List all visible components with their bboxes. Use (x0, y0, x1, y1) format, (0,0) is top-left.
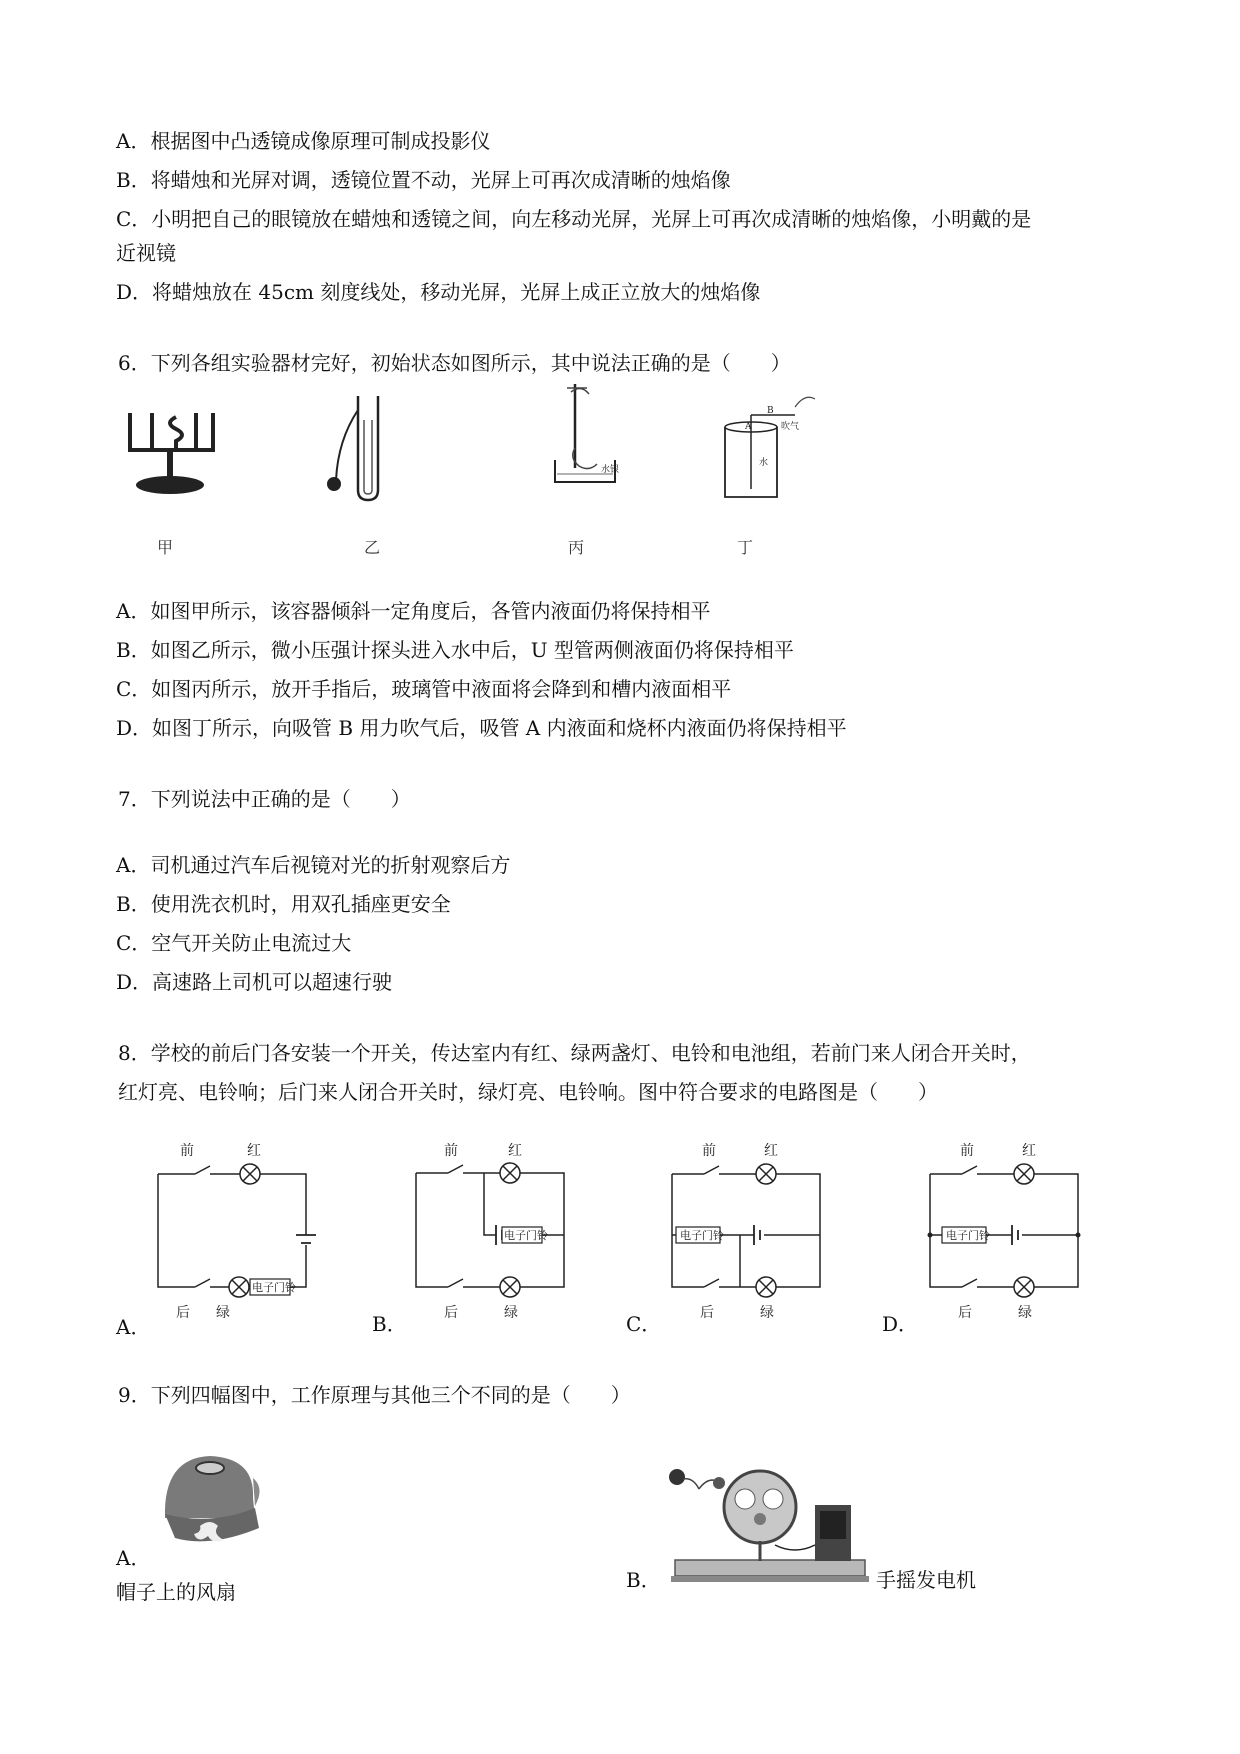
q8-choice-b: B． (372, 1312, 407, 1336)
q8-stem-line2: 红灯亮、电铃响；后门来人闭合开关时，绿灯亮、电铃响。图中符合要求的电路图是（ ） (118, 1080, 938, 1104)
circuit-c-green-label: 绿 (760, 1305, 774, 1321)
q6-option-a: A．如图甲所示，该容器倾斜一定角度后，各管内液面仍将保持相平 (116, 599, 711, 623)
q5-option-c-cont: 近视镜 (116, 241, 176, 265)
circuit-b-green-label: 绿 (504, 1305, 518, 1321)
q9-option-b-caption: 手摇发电机 (876, 1568, 976, 1592)
circuit-c-back-label: 后 (700, 1305, 714, 1321)
q6-option-d: D．如图丁所示，向吸管 B 用力吹气后，吸管 A 内液面和烧杯内液面仍将保持相平 (116, 716, 847, 740)
q7-option-d: D．高速路上司机可以超速行驶 (116, 970, 393, 994)
q6-ding-a-label: A (745, 422, 752, 432)
circuit-d-bell-label: 电子门铃 (946, 1229, 990, 1242)
q8-circuit-c (664, 1135, 834, 1325)
q6-figure-jia (118, 395, 228, 505)
q5-option-c: C．小明把自己的眼镜放在蜡烛和透镜之间，向左移动光屏，光屏上可再次成清晰的烛焰像，小明戴的是 (116, 207, 1032, 231)
q8-circuit-b (408, 1135, 578, 1325)
q9-option-a-label: A． (116, 1546, 151, 1570)
q8-circuit-a (150, 1135, 320, 1325)
q6-label-ding: 丁 (737, 538, 754, 557)
q6-option-c: C．如图丙所示，放开手指后，玻璃管中液面将会降到和槽内液面相平 (116, 677, 732, 701)
q6-figure-bing (545, 378, 635, 500)
q6-ding-blow-label: 吹气 (781, 422, 800, 432)
circuit-a-green-label: 绿 (216, 1305, 230, 1321)
q6-ding-b-label: B (767, 406, 774, 416)
circuit-a-back-label: 后 (176, 1305, 190, 1321)
q6-option-b: B．如图乙所示，微小压强计探头进入水中后，U 型管两侧液面仍将保持相平 (116, 638, 794, 662)
circuit-d-green-label: 绿 (1018, 1305, 1032, 1321)
q5-option-d: D．将蜡烛放在 45cm 刻度线处，移动光屏，光屏上成正立放大的烛焰像 (116, 280, 761, 304)
q6-label-bing: 丙 (568, 538, 585, 557)
q9-option-a-caption: 帽子上的风扇 (116, 1580, 236, 1604)
q6-bing-label: 水银 (601, 465, 620, 475)
circuit-c-front-label: 前 (702, 1143, 716, 1159)
q7-stem: 7．下列说法中正确的是（ ） (118, 787, 411, 811)
circuit-d-red-label: 红 (1022, 1143, 1036, 1159)
circuit-d-front-label: 前 (960, 1143, 974, 1159)
circuit-c-red-label: 红 (764, 1143, 778, 1159)
q6-figure-yi (320, 390, 390, 510)
q8-stem-line1: 8．学校的前后门各安装一个开关，传达室内有红、绿两盏灯、电铃和电池组，若前门来人闭合开关时， (118, 1041, 1031, 1065)
circuit-d-back-label: 后 (958, 1305, 972, 1321)
q9-option-b-label: B． (626, 1568, 661, 1592)
q8-choice-d: D． (882, 1312, 919, 1336)
q7-option-b: B．使用洗衣机时，用双孔插座更安全 (116, 892, 451, 916)
q6-label-jia: 甲 (157, 538, 174, 557)
q8-circuit-d (922, 1135, 1092, 1325)
q6-figure-ding (715, 385, 825, 505)
q5-option-b: B．将蜡烛和光屏对调，透镜位置不动，光屏上可再次成清晰的烛焰像 (116, 168, 731, 192)
circuit-b-red-label: 红 (508, 1143, 522, 1159)
q6-label-yi: 乙 (364, 538, 381, 557)
q9-stem: 9．下列四幅图中，工作原理与其他三个不同的是（ ） (118, 1383, 631, 1407)
circuit-b-front-label: 前 (444, 1143, 458, 1159)
circuit-a-front-label: 前 (180, 1143, 194, 1159)
circuit-b-back-label: 后 (444, 1305, 458, 1321)
q9-cap-fan-image (155, 1448, 265, 1558)
q8-choice-c: C． (626, 1312, 662, 1336)
circuit-b-bell-label: 电子门铃 (504, 1229, 548, 1242)
q6-stem: 6．下列各组实验器材完好，初始状态如图所示，其中说法正确的是（ ） (118, 351, 791, 375)
circuit-a-bell-label: 电子门铃 (252, 1281, 296, 1294)
q9-hand-generator-image (665, 1455, 875, 1590)
q8-choice-a: A． (116, 1315, 151, 1339)
q6-ding-water-label: 水 (759, 458, 769, 468)
q7-option-c: C．空气开关防止电流过大 (116, 931, 352, 955)
circuit-a-red-label: 红 (247, 1143, 261, 1159)
circuit-c-bell-label: 电子门铃 (680, 1229, 724, 1242)
q7-option-a: A．司机通过汽车后视镜对光的折射观察后方 (116, 853, 511, 877)
q5-option-a: A．根据图中凸透镜成像原理可制成投影仪 (116, 129, 491, 153)
